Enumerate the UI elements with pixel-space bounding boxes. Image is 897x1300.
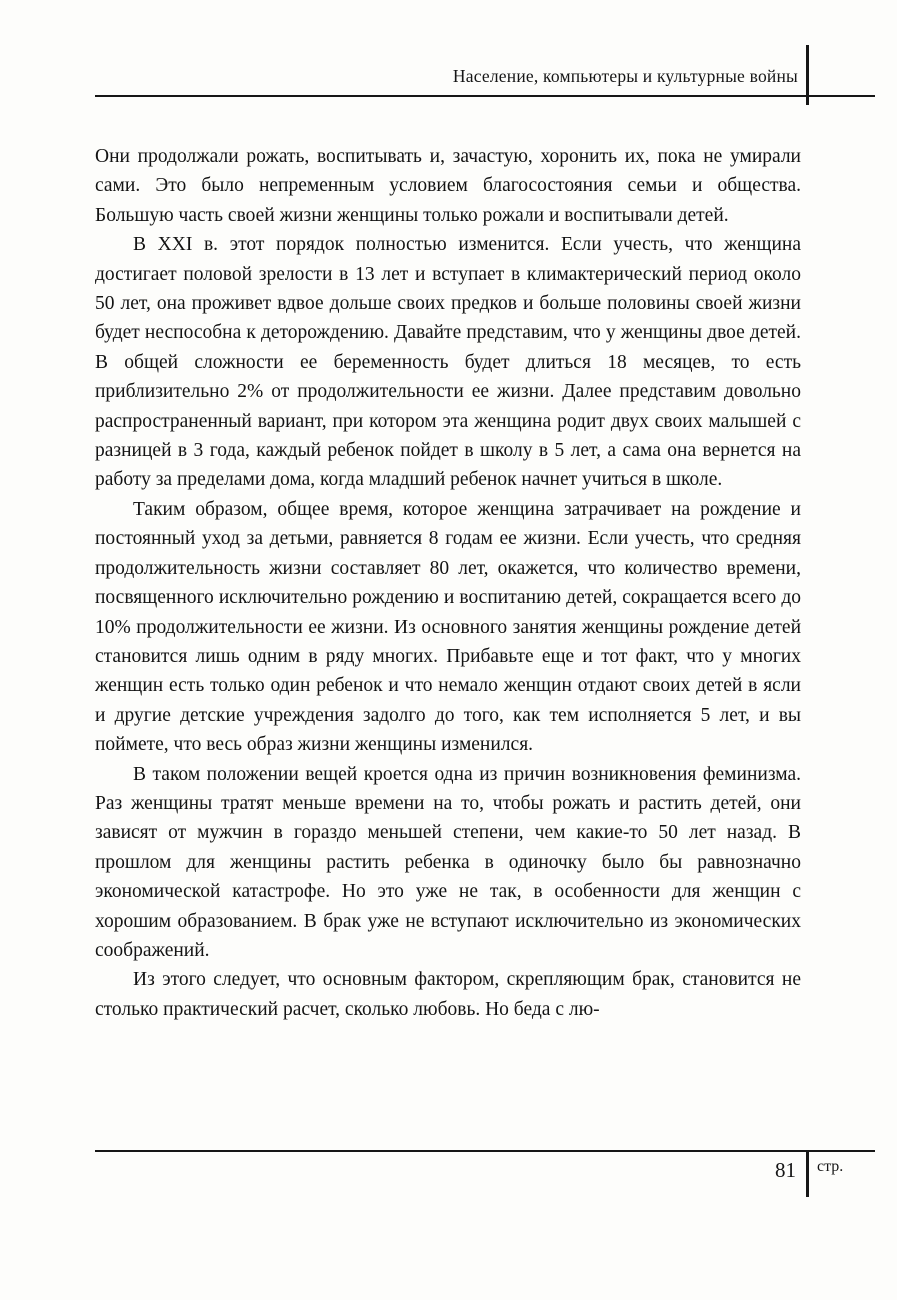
page-number: 81 [775, 1158, 796, 1182]
paragraph-1: Они продолжали рожать, воспитывать и, зачастую, хоронить их, пока не умирали сами. Это было непременным условием благосостояния семьи и общества. Большую часть своей жизни женщины только рожали и воспитывали детей. [95, 146, 801, 226]
running-head: Население, компьютеры и культурные войны [452, 66, 798, 86]
paragraph-5: Из этого следует, что основным фактором, скрепляющим брак, становится не столько практический расчет, сколько любовь. Но беда с лю- [95, 969, 801, 1020]
paragraph-4: В таком положении вещей кроется одна из причин возникновения феминизма. Раз женщины тратят меньше времени на то, чтобы рожать и растить детей, они зависят от мужчин в гораздо меньшей степени, чем какие-то 50 лет назад. В прошлом для женщины растить ребенка в одиночку было бы равнозначно экономической катастрофе. Но это уже не так, в особенности для женщин с хорошим образованием. В брак уже не вступают исключительно из экономических соображений. [95, 763, 801, 961]
paragraph-2: В XXI в. этот порядок полностью изменится. Если учесть, что женщина достигает половой зрелости в 13 лет и вступает в климактерический период около 50 лет, она проживет вдвое дольше своих предков и больше половины своей жизни будет неспособна к деторождению. Давайте представим, что у женщины двое детей. В общей сложности ее беременность будет длиться 18 месяцев, то есть приблизительно 2% от продолжительности ее жизни. Далее представим довольно распространенный вариант, при котором эта женщина родит двух своих малышей с разницей в 3 года, каждый ребенок пойдет в школу в 5 лет, а сама она вернется на работу за пределами дома, когда младший ребенок начнет учиться в школе. [95, 234, 801, 491]
paragraph-3: Таким образом, общее время, которое женщина затрачивает на рождение и постоянный уход за детьми, равняется 8 годам ее жизни. Если учесть, что средняя продолжительность жизни составляет 80 лет, окажется, что количество времени, посвященного исключительно рождению и воспитанию детей, сокращается всего до 10% продолжительности ее жизни. Из основного занятия женщины рождение детей становится лишь одним в ряду многих. Прибавьте еще и тот факт, что у многих женщин есть только один ребенок и что немало женщин отдают своих детей в ясли и другие детские учреждения задолго до того, как тем исполняется 5 лет, и вы поймете, что весь образ жизни женщины изменился. [95, 498, 801, 756]
footer-horizontal-rule [95, 1150, 875, 1152]
page-body [95, 142, 801, 1024]
page-number-label: стр. [817, 1158, 844, 1175]
header-horizontal-rule [95, 95, 875, 97]
footer-vertical-rule [806, 1150, 809, 1197]
